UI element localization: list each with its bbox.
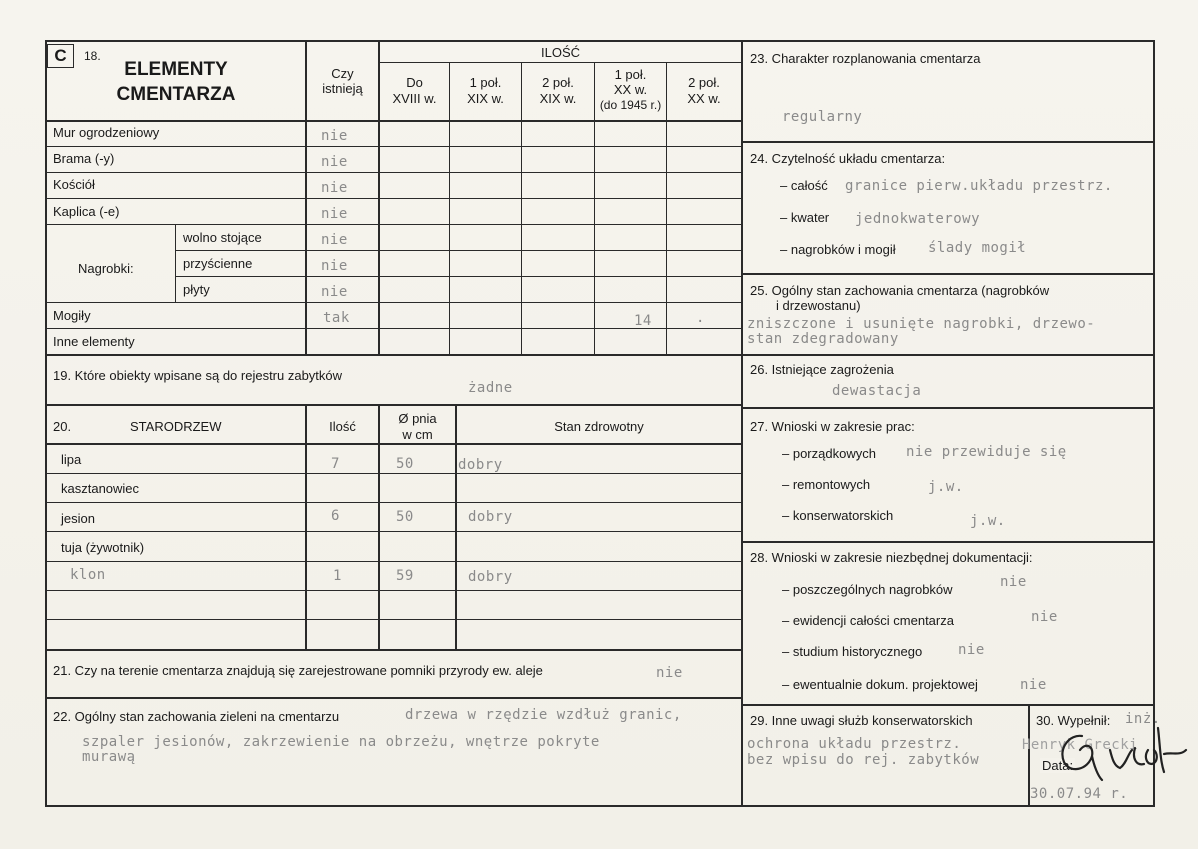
s22-line1: drzewa w rzędzie wzdłuż granic, xyxy=(405,707,682,723)
s30-filled-by-line1: inż. xyxy=(1125,711,1161,727)
period-col-5-l1: 2 poł. xyxy=(688,75,720,90)
period-col-1-l1: Do xyxy=(406,75,423,90)
s25-label-line1: 25. Ogólny stan zachowania cmentarza (nagrobków xyxy=(750,283,1050,298)
s24-item-2-value: jednokwaterowy xyxy=(855,211,981,227)
row-label-mogily: Mogiły xyxy=(53,308,91,323)
tree-name-2: kasztanowiec xyxy=(61,481,140,496)
s20-col-health: Stan zdrowotny xyxy=(554,419,644,434)
tree-diam-5: 59 xyxy=(396,568,414,584)
s26-value: dewastacja xyxy=(832,383,922,399)
tree-qty-5: 1 xyxy=(333,568,342,584)
s24-item-2-label: – kwater xyxy=(780,210,830,225)
signature-icon xyxy=(1040,720,1190,788)
s30-date-label: Data: xyxy=(1042,758,1074,773)
s23-value: regularny xyxy=(782,109,863,125)
exists-header-line1: Czy xyxy=(331,66,354,81)
row-label-plyty: płyty xyxy=(183,282,210,297)
s28-item-4-value: nie xyxy=(1020,677,1047,693)
exists-mogily: tak xyxy=(323,310,350,326)
exists-wolno: nie xyxy=(321,232,348,248)
s28-label: 28. Wnioski w zakresie niezbędnej dokumentacji: xyxy=(750,550,1033,565)
tree-name-5: klon xyxy=(70,567,106,583)
s24-item-3-value: ślady mogił xyxy=(928,240,1027,256)
exists-plyty: nie xyxy=(321,284,348,300)
s21-label: 21. Czy na terenie cmentarza znajdują się zarejestrowane pomniki przyrody ew. aleje xyxy=(53,663,543,678)
s29-label: 29. Inne uwagi służb konserwatorskich xyxy=(750,713,973,728)
tree-name-3: jesion xyxy=(61,511,95,526)
s20-col-qty: Ilość xyxy=(329,419,356,434)
exists-mur: nie xyxy=(321,128,348,144)
s24-item-1-value: granice pierw.układu przestrz. xyxy=(845,178,1113,194)
period-col-3-l1: 2 poł. xyxy=(542,75,574,90)
row-label-mur: Mur ogrodzeniowy xyxy=(53,125,160,140)
row-label-inne: Inne elementy xyxy=(53,334,135,349)
period-col-2-l2: XIX w. xyxy=(467,91,504,106)
section-letter: C xyxy=(47,44,74,68)
s27-label: 27. Wnioski w zakresie prac: xyxy=(750,419,915,434)
s28-item-2-value: nie xyxy=(1031,609,1058,625)
tree-name-4: tuja (żywotnik) xyxy=(61,540,145,555)
s27-item-1-label: – porządkowych xyxy=(782,446,876,461)
exists-kosciol: nie xyxy=(321,180,348,196)
s28-item-3-label: – studium historycznego xyxy=(782,644,923,659)
exists-kaplica: nie xyxy=(321,206,348,222)
period-col-4-l2: XX w. xyxy=(613,82,648,97)
exists-brama: nie xyxy=(321,154,348,170)
period-col-4-l1: 1 poł. xyxy=(614,67,647,82)
s30-filled-by-line2: Henryk Grecki xyxy=(1022,737,1139,753)
s19-value: żadne xyxy=(468,380,513,396)
s28-item-1-value: nie xyxy=(1000,574,1027,590)
s22-line2: szpaler jesionów, zakrzewienie na obrzeżu, wnętrze pokryte xyxy=(82,734,600,750)
s24-item-1-label: – całość xyxy=(780,178,828,193)
s27-item-1-value: nie przewiduje się xyxy=(906,444,1067,460)
s25-label-line2: i drzewostanu) xyxy=(776,298,861,313)
row-label-przy: przyścienne xyxy=(183,256,253,271)
s27-item-3-value: j.w. xyxy=(970,513,1006,529)
tree-health-5: dobry xyxy=(468,569,513,585)
period-col-4-l3: (do 1945 r.) xyxy=(599,98,662,112)
tree-diam-3: 50 xyxy=(396,509,414,525)
s25-value-line1: zniszczone i usunięte nagrobki, drzewo- xyxy=(747,316,1096,332)
s20-number: 20. xyxy=(53,419,72,434)
tree-qty-3: 6 xyxy=(331,508,340,524)
period-col-5-l2: XX w. xyxy=(687,91,721,106)
row-label-kaplica: Kaplica (-e) xyxy=(53,204,120,219)
s27-item-2-value: j.w. xyxy=(928,479,964,495)
qty-mogily-2pol-xx: . xyxy=(696,310,705,326)
s28-item-1-label: – poszczególnych nagrobków xyxy=(782,582,953,597)
s28-item-4-label: – ewentualnie dokum. projektowej xyxy=(782,677,978,692)
s27-item-2-label: – remontowych xyxy=(782,477,871,492)
s19-label: 19. Które obiekty wpisane są do rejestru zabytków xyxy=(53,368,343,383)
tree-health-3: dobry xyxy=(468,509,513,525)
s29-line2: bez wpisu do rej. zabytków xyxy=(747,752,980,768)
row-label-wolno: wolno stojące xyxy=(183,230,262,245)
s30-date-value: 30.07.94 r. xyxy=(1030,786,1129,802)
s24-label: 24. Czytelność układu cmentarza: xyxy=(750,151,946,166)
s22-line3: murawą xyxy=(82,749,136,765)
s30-label: 30. Wypełnił: xyxy=(1036,713,1111,728)
s18-title-line1: ELEMENTY xyxy=(124,59,228,80)
period-col-1-l2: XVIII w. xyxy=(392,91,437,106)
s18-number: 18. xyxy=(84,49,101,63)
s20-col-diam-l2: w cm xyxy=(402,427,433,442)
exists-przy: nie xyxy=(321,258,348,274)
tree-qty-1: 7 xyxy=(331,456,340,472)
s22-label: 22. Ogólny stan zachowania zieleni na cmentarzu xyxy=(53,709,340,724)
s21-value: nie xyxy=(656,665,683,681)
row-label-kosciol: Kościół xyxy=(53,177,95,192)
s28-item-2-label: – ewidencji całości cmentarza xyxy=(782,613,954,628)
row-label-nagrobki: Nagrobki: xyxy=(78,261,134,276)
s29-line1: ochrona układu przestrz. xyxy=(747,736,962,752)
s20-col-diam-l1: Ø pnia xyxy=(398,411,437,426)
period-col-3-l2: XIX w. xyxy=(539,91,577,106)
row-label-brama: Brama (-y) xyxy=(53,151,115,166)
tree-health-1: dobry xyxy=(458,457,503,473)
s26-label: 26. Istniejące zagrożenia xyxy=(750,362,894,377)
tree-name-1: lipa xyxy=(61,452,82,467)
s23-label: 23. Charakter rozplanowania cmentarza xyxy=(750,51,981,66)
s18-title-line2: CMENTARZA xyxy=(116,84,236,105)
s20-title: STARODRZEW xyxy=(130,419,222,434)
period-col-2-l1: 1 poł. xyxy=(469,75,502,90)
exists-header-line2: istnieją xyxy=(322,81,363,96)
s28-item-3-value: nie xyxy=(958,642,985,658)
qty-mogily-1pol-xx: 14 xyxy=(634,313,652,329)
s25-value-line2: stan zdegradowany xyxy=(747,331,899,347)
tree-diam-1: 50 xyxy=(396,456,414,472)
s24-item-3-label: – nagrobków i mogił xyxy=(780,242,896,257)
s27-item-3-label: – konserwatorskich xyxy=(782,508,894,523)
quantity-header: ILOŚĆ xyxy=(540,45,580,60)
